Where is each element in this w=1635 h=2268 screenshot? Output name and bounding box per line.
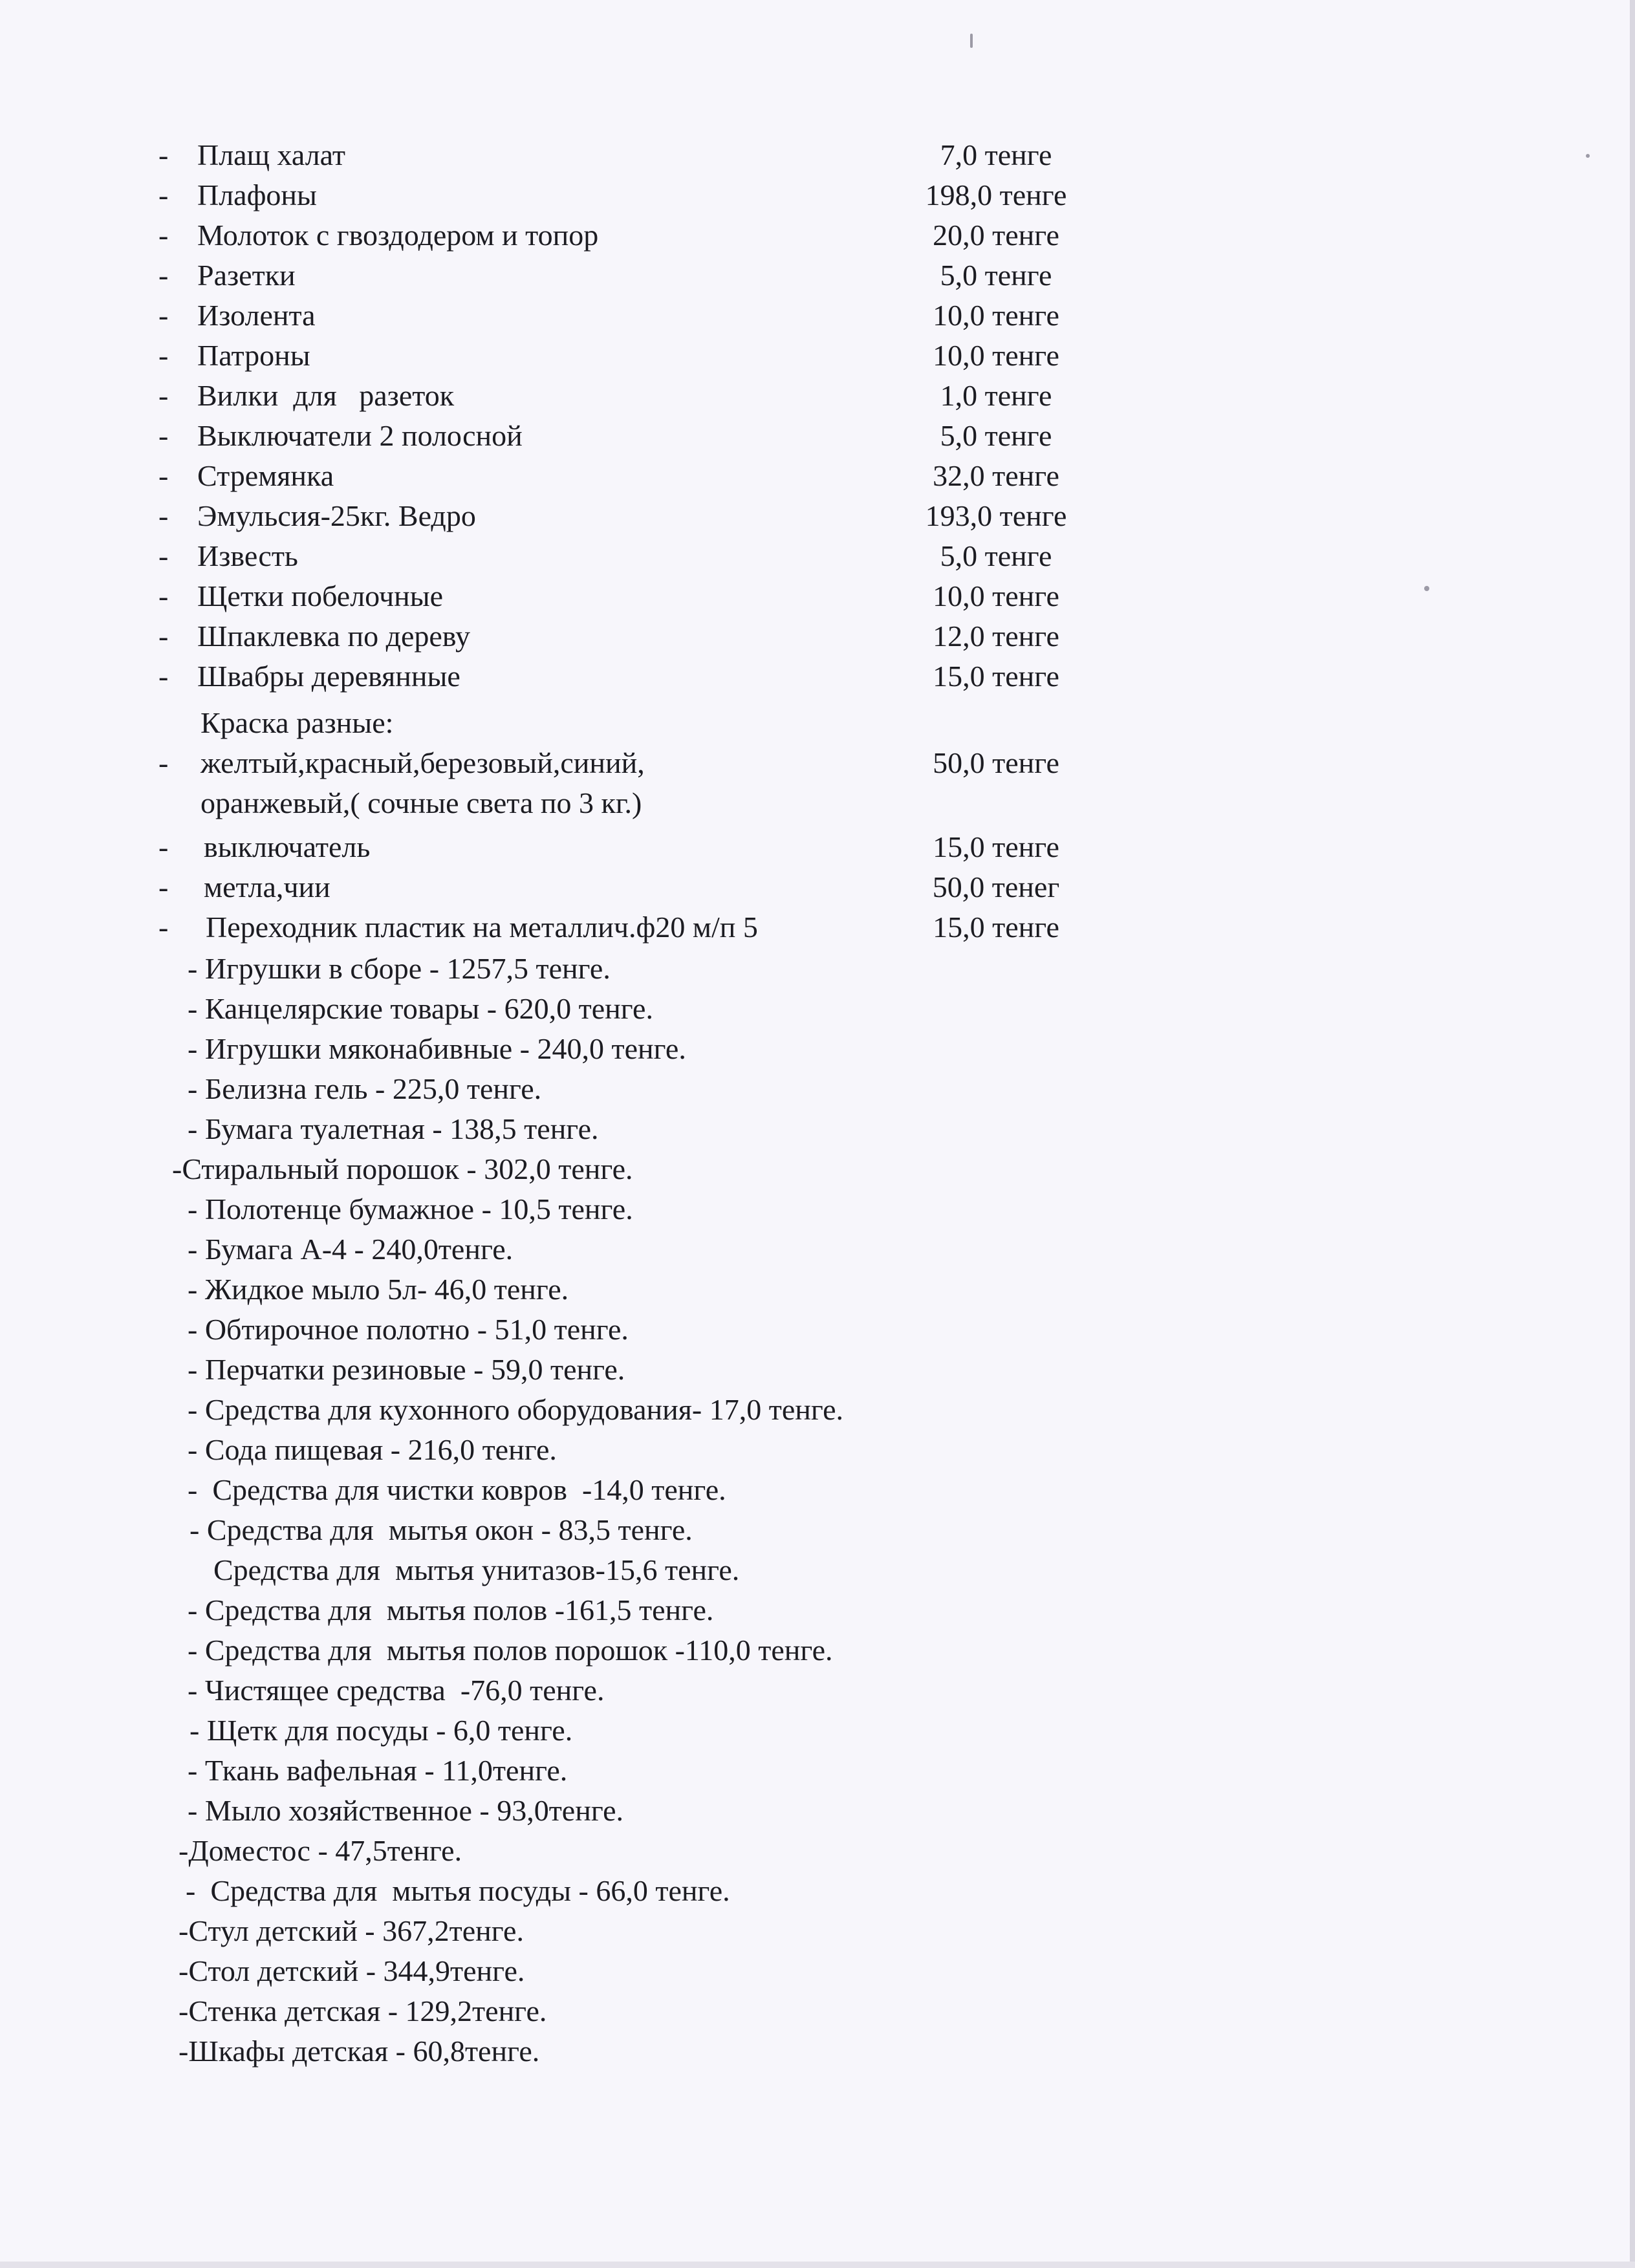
item-name: Известь (197, 539, 298, 572)
list-dash: - (158, 620, 169, 653)
item-price: 15,0 тенге (933, 911, 1059, 944)
list-item (0, 537, 1635, 576)
list-dash: - (158, 830, 169, 863)
item-name: Изолента (197, 299, 316, 332)
list-dash: - (158, 138, 169, 171)
list-line: - Средства для мытья полов порошок -110,0 тенге. (188, 1634, 833, 1667)
list-item (0, 617, 1635, 656)
item-name: Плащ халат (197, 138, 346, 171)
list-line: - Полотенце бумажное - 10,5 тенге. (188, 1193, 633, 1226)
list-line: - Щетк для посуды - 6,0 тенге. (189, 1714, 573, 1747)
item-price: 15,0 тенге (933, 660, 1059, 693)
list-dash: - (158, 299, 169, 332)
list-line: - Средства для мытья окон - 83,5 тенге. (189, 1513, 693, 1546)
list-line: - Ткань вафельная - 11,0тенге. (188, 1754, 568, 1787)
list-dash: - (158, 379, 169, 412)
list-item (0, 336, 1635, 375)
item-price: 7,0 тенге (940, 138, 1052, 171)
scan-speck (970, 34, 973, 48)
item-name: Выключатели 2 полосной (197, 419, 523, 452)
item-name: Плафоны (197, 178, 317, 211)
item-price: 1,0 тенге (940, 379, 1052, 412)
item-name: Стремянка (197, 459, 334, 492)
list-line: - Средства для кухонного оборудования- 17,0 тенге. (188, 1393, 844, 1426)
list-item (0, 457, 1635, 495)
list-line: - Игрушки в сборе - 1257,5 тенге. (188, 952, 611, 985)
item-price: 10,0 тенге (933, 339, 1059, 372)
list-dash: - (158, 539, 169, 572)
list-line: - Мыло хозяйственное - 93,0тенге. (188, 1794, 624, 1827)
item-name: Шпаклевка по дереву (197, 620, 470, 653)
item-price: 50,0 тенег (932, 870, 1060, 903)
list-dash: - (158, 746, 169, 779)
list-dash: - (158, 579, 169, 612)
item-price: 198,0 тенге (925, 178, 1067, 211)
item-price: 5,0 тенге (940, 259, 1052, 292)
list-item (0, 828, 1635, 867)
list-dash: - (158, 499, 169, 532)
list-line: - Перчатки резиновые - 59,0 тенге. (188, 1353, 625, 1386)
list-item (0, 256, 1635, 295)
list-dash: - (158, 259, 169, 292)
list-dash: - (158, 219, 169, 252)
item-price: 10,0 тенге (933, 299, 1059, 332)
list-item (0, 416, 1635, 455)
list-item (0, 296, 1635, 335)
item-name: Вилки для разеток (197, 379, 455, 412)
paint-colors-line: оранжевый,( сочные света по 3 кг.) (200, 786, 642, 819)
list-line: - Средства для мытья полов -161,5 тенге. (188, 1593, 714, 1626)
page-bottom-edge (0, 2262, 1635, 2268)
list-line: - Игрушки мяконабивные - 240,0 тенге. (188, 1032, 686, 1065)
item-price: 5,0 тенге (940, 539, 1052, 572)
item-name: Щетки побелочные (197, 579, 444, 612)
list-line: -Стул детский - 367,2тенге. (179, 1914, 524, 1947)
list-line: - Канцелярские товары - 620,0 тенге. (188, 992, 653, 1025)
list-item (0, 376, 1635, 415)
list-dash: - (158, 911, 169, 944)
item-name: Переходник пластик на металлич.ф20 м/п 5 (206, 911, 758, 944)
item-price: 12,0 тенге (933, 620, 1059, 653)
list-line: -Стиральный порошок - 302,0 тенге. (172, 1152, 633, 1185)
list-dash: - (158, 178, 169, 211)
item-name: метла,чии (204, 870, 330, 903)
item-name: Разетки (197, 259, 296, 292)
list-line: - Средства для мытья посуды - 66,0 тенге. (186, 1874, 730, 1907)
list-line: - Жидкое мыло 5л- 46,0 тенге. (188, 1273, 569, 1306)
list-dash: - (158, 339, 169, 372)
item-name: Молоток с гвоздодером и топор (197, 219, 599, 252)
item-price: 50,0 тенге (933, 746, 1059, 779)
list-item (0, 868, 1635, 907)
list-line: - Белизна гель - 225,0 тенге. (188, 1072, 542, 1105)
list-line: -Стенка детская - 129,2тенге. (179, 1994, 547, 2027)
list-dash: - (158, 660, 169, 693)
list-item (0, 497, 1635, 535)
list-line: - Бумага туалетная - 138,5 тенге. (188, 1112, 599, 1145)
item-price: 32,0 тенге (933, 459, 1059, 492)
list-line: -Стол детский - 344,9тенге. (179, 1954, 525, 1987)
list-dash: - (158, 870, 169, 903)
list-line: - Чистящее средства -76,0 тенге. (188, 1674, 605, 1707)
list-item (0, 577, 1635, 616)
list-item (0, 657, 1635, 696)
list-item (0, 176, 1635, 215)
list-line: -Шкафы детская - 60,8тенге. (179, 2035, 540, 2068)
list-item (0, 908, 1635, 947)
item-name: выключатель (204, 830, 371, 863)
item-price: 193,0 тенге (925, 499, 1067, 532)
paint-item (0, 704, 1635, 833)
list-line: - Обтирочное полотно - 51,0 тенге. (188, 1313, 629, 1346)
item-price: 20,0 тенге (933, 219, 1059, 252)
item-price: 5,0 тенге (940, 419, 1052, 452)
list-item (0, 136, 1635, 175)
list-dash: - (158, 459, 169, 492)
list-dash: - (158, 419, 169, 452)
list-line: -Доместос - 47,5тенге. (179, 1834, 462, 1867)
item-name: Патроны (197, 339, 310, 372)
item-price: 10,0 тенге (933, 579, 1059, 612)
list-line: - Бумага А-4 - 240,0тенге. (188, 1233, 514, 1266)
list-line: - Средства для чистки ковров -14,0 тенге. (188, 1473, 726, 1506)
item-price: 15,0 тенге (933, 830, 1059, 863)
paint-colors-line: желтый,красный,березовый,синий, (200, 746, 645, 779)
item-name: Швабры деревянные (197, 660, 460, 693)
list-line: - Сода пищевая - 216,0 тенге. (188, 1433, 557, 1466)
paint-heading: Краска разные: (200, 706, 394, 739)
list-item (0, 216, 1635, 255)
item-name: Эмульсия-25кг. Ведро (197, 499, 476, 532)
list-line: Средства для мытья унитазов-15,6 тенге. (213, 1553, 740, 1586)
